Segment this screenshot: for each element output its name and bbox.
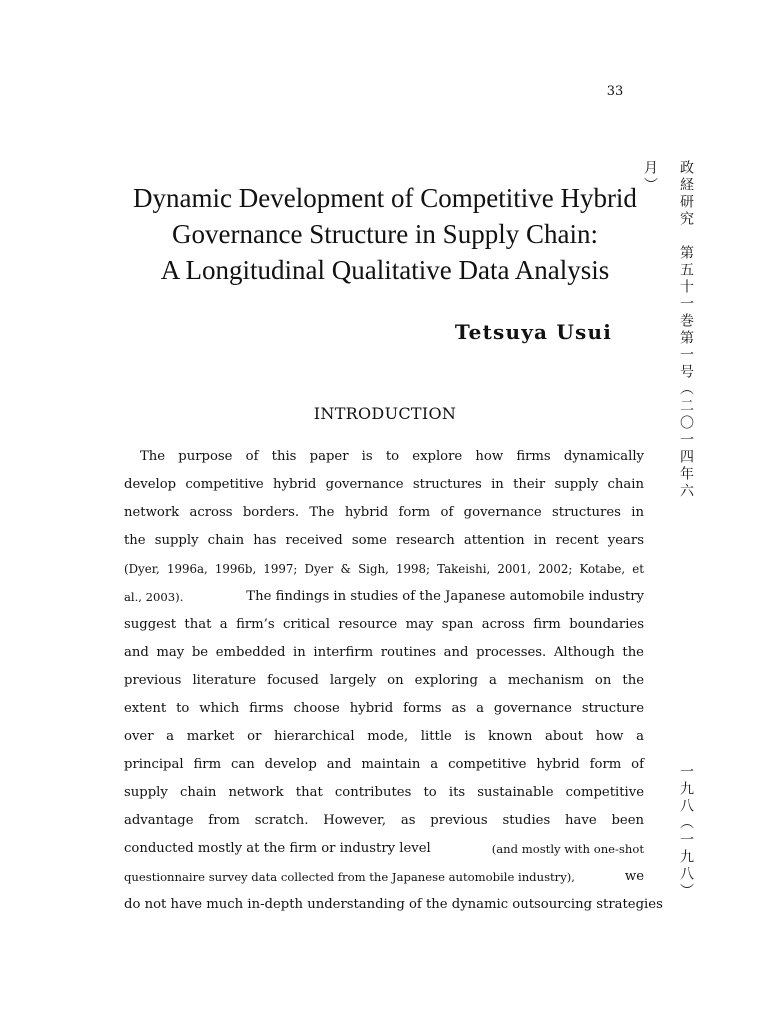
article-title (110, 180, 660, 288)
body-line: extent to which firms choose hybrid forms as a governance structure (124, 701, 644, 716)
body-line: network across borders. The hybrid form of governance structures in (124, 505, 644, 520)
body-line: over a market or hierarchical mode, little is known about how a (124, 729, 644, 744)
page-number: 33 (606, 84, 624, 99)
body-line-mixed (124, 583, 644, 611)
body-line: the supply chain has received some research attention in recent years (124, 533, 644, 548)
body-line: develop competitive hybrid governance structures in their supply chain (124, 477, 644, 492)
journal-info-vertical: 政経研究 第五十一巻第一号（二〇一四年六月） (642, 160, 694, 500)
title-line-2: Governance Structure in Supply Chain: (172, 219, 598, 249)
body-line: previous literature focused largely on exploring a mechanism on the (124, 673, 644, 688)
parenthetical-note: (and mostly with one-shot (491, 842, 644, 856)
body-line-citation: (Dyer, 1996a, 1996b, 1997; Dyer & Sigh, 1998; Takeishi, 2001, 2002; Kotabe, et (124, 562, 644, 576)
body-segment: The findings in studies of the Japanese automobile industry (246, 589, 644, 604)
body-line-mixed (124, 835, 644, 863)
folio-vertical: 一九八（一九八） (678, 764, 694, 900)
body-segment: we (624, 869, 644, 884)
title-line-1: Dynamic Development of Competitive Hybrid (133, 183, 637, 213)
body-line-mixed (124, 863, 644, 891)
body-line: and may be embedded in interfirm routines and processes. Although the (124, 645, 644, 660)
body-segment: conducted mostly at the firm or industry level (124, 841, 431, 856)
author-name: Tetsuya Usui (454, 320, 612, 344)
body-line: supply chain network that contributes to its sustainable competitive (124, 785, 644, 800)
section-heading: INTRODUCTION (313, 404, 457, 423)
body-line: advantage from scratch. However, as previous studies have been (124, 813, 644, 828)
body-line: suggest that a firm’s critical resource may span across firm boundaries (124, 617, 644, 632)
parenthetical-note: questionnaire survey data collected from the Japanese automobile industry), (124, 870, 575, 884)
body-line: The purpose of this paper is to explore how firms dynamically (140, 449, 644, 464)
title-line-3: A Longitudinal Qualitative Data Analysis (160, 255, 610, 285)
citation-end: al., 2003). (124, 590, 184, 604)
body-paragraph (124, 443, 663, 919)
body-line: principal firm can develop and maintain a competitive hybrid form of (124, 757, 644, 772)
body-line: do not have much in-depth understanding of the dynamic outsourcing strategies (124, 897, 663, 912)
